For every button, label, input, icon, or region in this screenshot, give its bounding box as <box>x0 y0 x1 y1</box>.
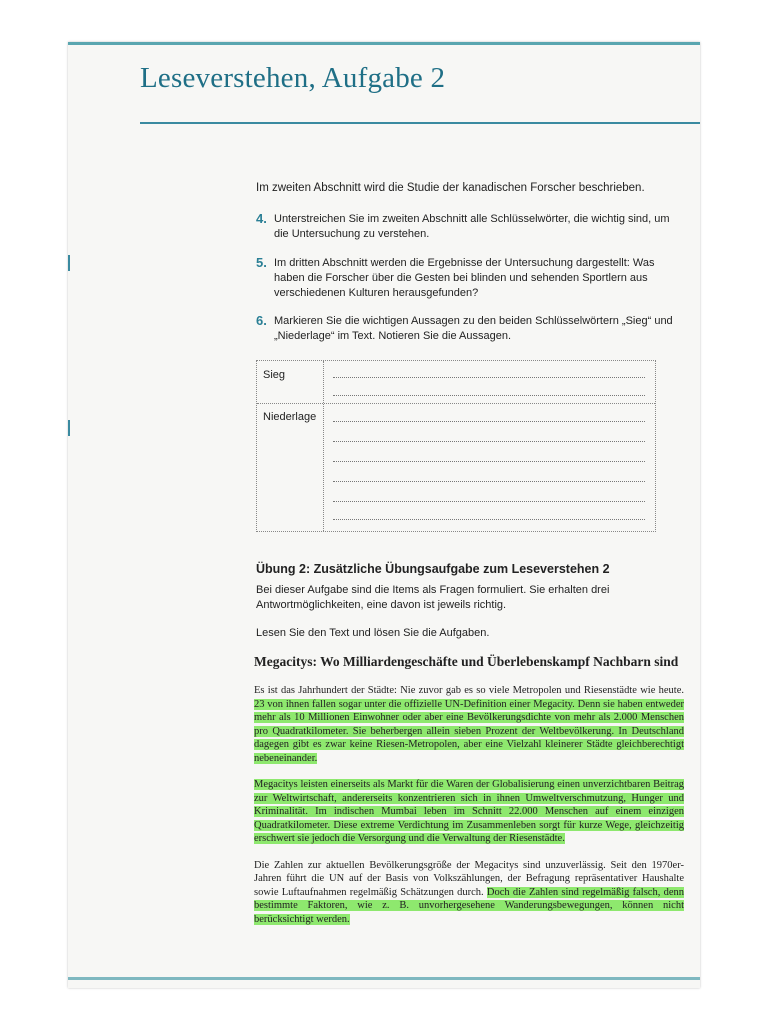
notes-table <box>256 360 656 532</box>
exercise-description: Bei dieser Aufgabe sind die Items als Fragen formuliert. Sie erhalten drei Antwortmöglichkeiten, eine davon ist jeweils richtig. <box>256 584 610 611</box>
table-label-niederlage: Niederlage <box>263 411 317 423</box>
exercise-instruction: Lesen Sie den Text und lösen Sie die Aufgaben. <box>256 627 490 639</box>
writing-line[interactable] <box>333 441 645 442</box>
intro-text: Im zweiten Abschnitt wird die Studie der kanadischen Forscher beschrieben. <box>256 182 645 194</box>
writing-line[interactable] <box>333 501 645 502</box>
article-title: Megacitys: Wo Milliardengeschäfte und Überlebenskampf Nachbarn sind <box>254 654 679 669</box>
writing-line[interactable] <box>333 395 645 396</box>
highlighted-text: Doch die Zahlen sind regelmäßig falsch, denn bestimmte Faktoren, wie z. B. unvorhergesehene Wanderungsbewegungen, können nicht berücksichtigt werden. <box>254 886 684 925</box>
article-paragraph-2 <box>254 778 684 846</box>
task-number: 5. <box>256 255 267 270</box>
bottom-accent-bar <box>68 977 700 980</box>
task-4 <box>256 212 676 242</box>
table-divider <box>323 361 324 531</box>
writing-line[interactable] <box>333 421 645 422</box>
article <box>254 654 684 939</box>
book-page <box>68 42 700 988</box>
table-label-sieg: Sieg <box>263 369 286 381</box>
article-paragraph-1 <box>254 684 684 765</box>
task-5 <box>256 256 676 301</box>
writing-line[interactable] <box>333 519 645 520</box>
exercise-heading: Übung 2: Zusätzliche Übungsaufgabe zum Leseverstehen 2 <box>256 562 610 576</box>
task-text: Unterstreichen Sie im zweiten Abschnitt alle Schlüsselwörter, die wichtig sind, um die Untersuchung zu verstehen. <box>274 213 670 240</box>
highlighted-text: Megacitys leisten einerseits als Markt für die Waren der Globalisierung einen unverzichtbaren Beitrag zur Weltwirtschaft, andererseits konzentrieren sich in ihnen Umweltverschmutzung, Hunger und Kriminalität. Im indischen Mumbai leben im Schnitt 22.000 Menschen auf einem einzigen Quadratkilometer. Diese extreme Verdichtung im Zusammenleben sorgt für kurze Wege, gleichzeitig erschwert sie jedoch die Versorgung und die Verwaltung der Riesenstädte. <box>254 779 684 844</box>
page-title: Leseverstehen, Aufgabe 2 <box>140 62 446 94</box>
table-divider <box>257 403 655 404</box>
writing-line[interactable] <box>333 461 645 462</box>
writing-line[interactable] <box>333 481 645 482</box>
article-text: Es ist das Jahrhundert der Städte: Nie zuvor gab es so viele Metropolen und Riesenstädte wie heute. <box>254 685 684 696</box>
task-text: Markieren Sie die wichtigen Aussagen zu den beiden Schlüsselwörtern „Sieg“ und „Niederlage“ im Text. Notieren Sie die Aussagen. <box>274 315 673 342</box>
article-text: Die Zahlen zur aktuellen Bevölkerungsgröße der Megacitys sind unzuverlässig. Seit den 1970er-Jahren führt die UN auf der Basis von Volkszählungen, der Befragung repräsentativer Haushalte sowie Luftaufnahmen regelmäßig Schätzungen durch. <box>254 859 684 898</box>
article-paragraph-3 <box>254 859 684 927</box>
margin-mark <box>68 255 70 271</box>
writing-line[interactable] <box>333 377 645 378</box>
task-number: 6. <box>256 313 267 328</box>
title-rule <box>140 122 700 124</box>
highlighted-text: 23 von ihnen fallen sogar unter die offizielle UN-Definition einer Megacity. Denn sie haben entweder mehr als 10 Millionen Einwohner oder aber eine Bevölkerungsdichte von mehr als 2.000 Menschen pro Quadratkilometer. Sie beherbergen allein sieben Prozent der Weltbevölkerung. In Deutschland dagegen gibt es zwar keine Riesen-Metropolen, aber eine Vielzahl kleinerer Städte gleichberechtigt nebeneinander. <box>254 698 684 764</box>
task-number: 4. <box>256 211 267 226</box>
margin-mark <box>68 420 70 436</box>
task-text: Im dritten Abschnitt werden die Ergebnisse der Untersuchung dargestellt: Was haben die Forscher über die Gesten bei blinden und sehenden Sportlern aus verschiedenen Kulturen herausgefunden? <box>274 257 655 299</box>
task-6 <box>256 314 676 344</box>
top-accent-bar <box>68 42 700 45</box>
